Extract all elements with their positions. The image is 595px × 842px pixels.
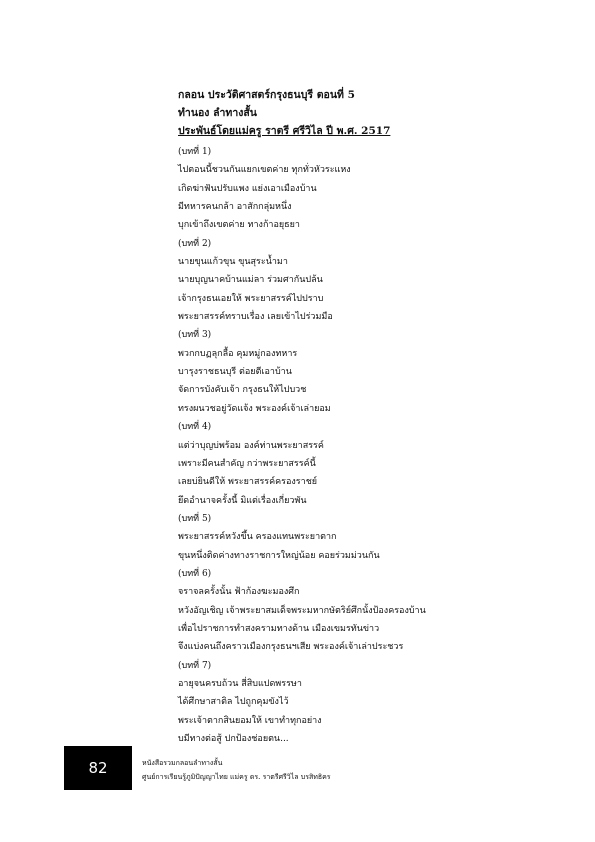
poem-title: กลอน ประวัติศาสตร์กรุงธนบุรี ตอนที่ 5 bbox=[178, 89, 355, 101]
poem-content bbox=[178, 86, 478, 748]
verse-line: เพราะมีคนสำคัญ กว่าพระยาสรรค์นี้ bbox=[178, 458, 316, 469]
verse-line: พระยาสรรค์ทราบเรื่อง เลยเข้าไปร่วมมือ bbox=[178, 312, 333, 323]
verse-line: จัดการบังคับเจ้า กรุงธนให้ไปบวช bbox=[178, 385, 307, 396]
verse-line: บุกเข้าถึงเขตค่าย ทางก้าอยุธยา bbox=[178, 220, 300, 231]
verse-line: ได้ศึกษาสาติล ไปถูกคุมขังไว้ bbox=[178, 697, 289, 708]
verse-line: เลยบ่ยินดีให้ พระยาสรรค์ครองราชย์ bbox=[178, 477, 318, 488]
verse-line: ขุนหนึ่งติดค่างทางราชการใหญ่น้อย คอยร่วมม่วนกัน bbox=[178, 550, 380, 561]
page-number-box bbox=[64, 746, 132, 790]
verse-line: บารุงราชธนบุรี ต่อยตีเอาบ้าน bbox=[178, 367, 292, 378]
verse-heading: (บทที่ 7) bbox=[178, 660, 212, 671]
verse-line: หวังอัญเชิญ เจ้าพระยาสมเด็จพระมหากษัตริย์ศึกนั้งป้องครองบ้าน bbox=[178, 605, 426, 616]
verse-line: มีทหารคนกล้า อาสักกลุ่มหนึ่ง bbox=[178, 202, 292, 213]
verse-line: จึงแบ่งคนถึงคราวเมืองกรุงธนฯเสีย พระองค์เจ้าเล่าประชวร bbox=[178, 642, 404, 653]
verse-heading: (บทที่ 2) bbox=[178, 238, 212, 249]
verse-heading: (บทที่ 5) bbox=[178, 513, 212, 524]
verse-line: พระยาสรรค์หวังขึ้น ครองแทนพระยาตาก bbox=[178, 532, 337, 543]
verse-line: นายบุญนาคบ้านแม่ลา ร่วมศากันปล้น bbox=[178, 275, 323, 286]
verse-heading: (บทที่ 6) bbox=[178, 568, 212, 579]
footer-institution: ศูนย์การเรียนรู้ภูมิปัญญาไทย แม่ครู ดร. ราตรีศรีวิไล บรสิทธิคร bbox=[142, 773, 331, 781]
verse-line: ทรงผนวชอยู่วัดแจ้ง พระองค์เจ้าเล่ายอม bbox=[178, 403, 331, 414]
verse-heading: (บทที่ 3) bbox=[178, 330, 212, 341]
footer-book-title: หนังสือรวมกลอนลำทางสั้น bbox=[142, 759, 223, 767]
page-number: 82 bbox=[88, 759, 108, 777]
verse-heading: (บทที่ 4) bbox=[178, 422, 212, 433]
verse-line: เพื่อไปราชการทำสงครามทางด้าน เมืองเขมรทันข่าว bbox=[178, 623, 380, 634]
verse-line: เจ้ากรุงธนเอยให้ พระยาสรรค์ไปปราบ bbox=[178, 293, 324, 304]
footer-text bbox=[142, 756, 462, 784]
verse-heading: (บทที่ 1) bbox=[178, 147, 212, 157]
verse-line: จราจลครั้งนั้น ฟ้าก้องฆะมองศึก bbox=[178, 587, 300, 598]
verse-line: อายุจนครบถ้วน สี่สิบแปดพรรษา bbox=[178, 678, 302, 689]
verse-line: ยึดอำนาจครั้งนี้ มิแต่เรื่องเกี่ยวพัน bbox=[178, 495, 307, 506]
verse-line: เกิดฆ่าฟันปรับแพง แย่งเอาเมืองบ้าน bbox=[178, 183, 317, 194]
poem-author: ประพันธ์โดยแม่ครู ราตรี ศรีวิไล ปี พ.ศ. 2517 bbox=[178, 125, 391, 137]
verse-block bbox=[178, 143, 478, 748]
verse-line: ไปตอนนี้ชวนกันแยกเขตค่าย ทุกทั่วหัวระแหง bbox=[178, 165, 351, 176]
verse-line: แต่ว่าบุญบ่พร้อม องค์ท่านพระยาสรรค์ bbox=[178, 440, 324, 451]
verse-line: นายขุนแก้วขุน ขุนสุระน้ำมา bbox=[178, 257, 288, 268]
poem-melody: ทำนอง ลำทางสั้น bbox=[178, 107, 257, 119]
verse-line: บมีทางต่อสู้ ปกป้องช่อยตน... bbox=[178, 734, 289, 744]
verse-line: พระเจ้าตากสินยอมให้ เขาทำทุกอย่าง bbox=[178, 715, 322, 726]
verse-line: พวกกบฏลุกลื้อ คุมหมู่กองทหาร bbox=[178, 348, 298, 359]
